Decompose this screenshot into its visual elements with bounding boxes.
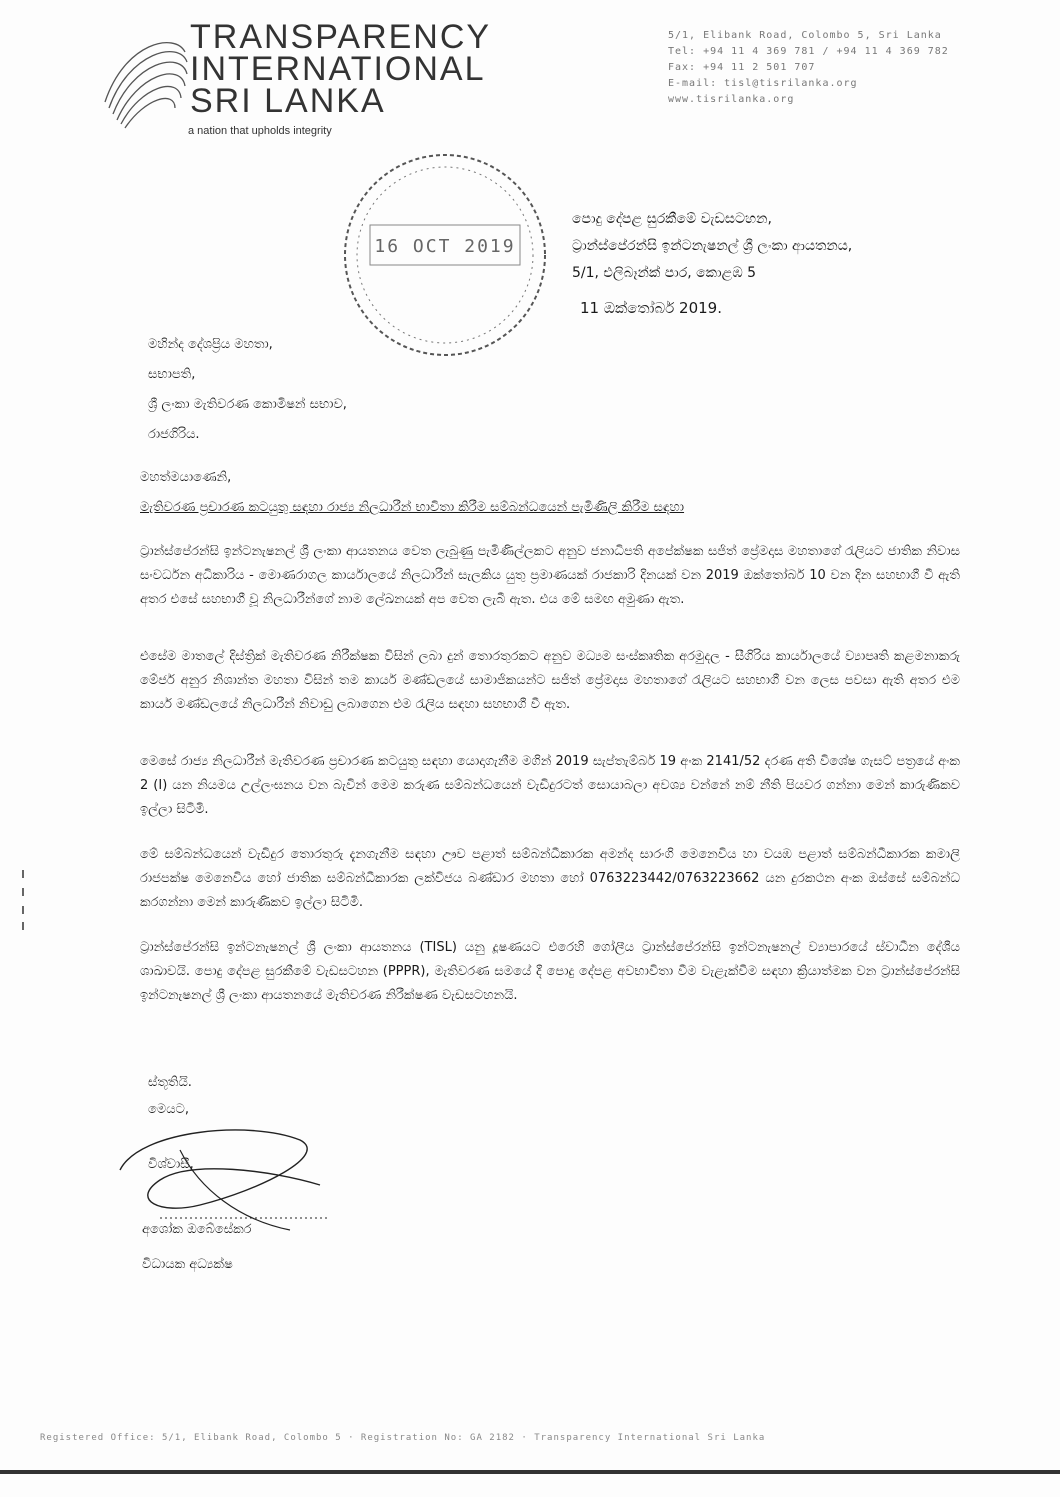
salutation: මහත්මයාණෙනි, (140, 470, 232, 485)
org-name-line-3: SRI LANKA (190, 82, 386, 120)
contact-fax: Fax: +94 11 2 501 707 (668, 62, 816, 73)
contact-address: 5/1, Elibank Road, Colombo 5, Sri Lanka (668, 30, 942, 41)
signatory-name: අශෝක ඔබේසේකර (142, 1222, 252, 1237)
letter-subject: මැතිවරණ ප්‍රචාරණ කටයුතු සඳහා රාජ්‍ය නිලධාරීන් භාවිතා කිරීම සම්බන්ධයෙන් පැමිණිලි කිරීම සඳහා (140, 500, 685, 515)
body-paragraph-4: මේ සම්බන්ධයෙන් වැඩිදුර තොරතුරු දැනගැනීම සඳහා ඌව පළාත් සම්බන්ධීකාරක අමන්ද සාරංගි මෙනෙවිය හා වයඹ පළාත් සම්බන්ධීකාරක කමාලි රාජපක්ෂ මෙනෙවිය හෝ ජාතික සම්බන්ධීකාරක ලක්විජය බණ්ඩාර මහතා හෝ 0763223442/0763223662 යන දුරකථන අංක ඔස්සේ සම්බන්ධ කරගන්නා මෙන් කාරුණිකව ඉල්ලා සිටිමි. (140, 847, 960, 910)
signatory-title: විධායක අධ්‍යක්ෂ (142, 1257, 233, 1272)
body-paragraph-5: ට්‍රාන්ස්පේරන්සි ඉන්ටනැෂනල් ශ්‍රී ලංකා ආයතනය (TISL) යනු දූෂණයට එරෙහි ගෝලීය ට්‍රාන්ස්පේරන්සි ඉන්ටනැෂනල් ව්‍යාපාරයේ ස්වාධීන දේශීය ශාඛාවයි. පොදු දේපළ සුරකීමේ වැඩසටහන (PPPR), මැතිවරණ සමයේ දී පොදු දේපළ අවභාවිතා වීම වැළැක්වීම සඳහා ක්‍රියාත්මක වන ට්‍රාන්ස්පේරන්සි ඉන්ටනැෂනල් ශ්‍රී ලංකා ආයතනයේ මැතිවරණ නිරීක්ෂණ වැඩසටහනයි. (140, 940, 960, 1003)
recipient-line-3: ශ්‍රී ලංකා මැතිවරණ කොමිෂන් සභාව, (148, 397, 347, 412)
body-paragraph-3: මෙසේ රාජ්‍ය නිලධාරීන් මැතිවරණ ප්‍රචාරණ කටයුතු සඳහා යොදාගැනීම මගින් 2019 සැප්තැම්බර් 19 අංක 2141/52 දරණ අති විශේෂ ගැසට් පත්‍රයේ අංක 2 (I) යන නියමය උල්ලංඝනය වන බැවින් මෙම කරුණ සම්බන්ධයෙන් වැඩිදුරටත් සොයාබලා අවශ්‍ය වන්නේ නම් නීති පියවර ගන්නා මෙන් කාරුණිකව ඉල්ලා සිටිමි. (140, 754, 960, 817)
body-paragraph-1: ට්‍රාන්ස්පේරන්සි ඉන්ටනැෂනල් ශ්‍රී ලංකා ආයතනය වෙත ලැබුණු පැමිණිල්ලකට අනුව ජනාධිපති අපේක්ෂක සජිත් ප්‍රේමදාස මහතාගේ රැලියට ජාතික නිවාස සංවර්ධන අධිකාරිය - මොණරාගල කාර්යාලයේ නිලධාරීන් සැලකිය යුතු ප්‍රමාණයක් රාජකාරි දිනයක් වන 2019 ඔක්තෝබර් 10 වන දින සහභාගී වී ඇති අතර එසේ සහභාගී වූ නිලධාරීන්ගේ නාම ලේඛනයක් අප වෙත ලැබී ඇත. එය මේ සමඟ අමුණා ඇත. (140, 544, 960, 607)
received-stamp-icon (330, 145, 560, 375)
closing-line: මෙයට, (148, 1102, 190, 1117)
sender-line-3: 5/1, එලිබෑන්ක් පාර, කොළඹ 5 (572, 265, 757, 281)
contact-website: www.tisrilanka.org (668, 94, 795, 105)
thanks-line: ස්තූතියි. (148, 1075, 192, 1090)
sender-line-1: පොදු දේපළ සුරකීමේ වැඩසටහන, (572, 211, 772, 227)
body-paragraph-2: එසේම මාතලේ දිස්ත්‍රික් මැතිවරණ නිරීක්ෂක විසින් ලබා දුන් තොරතුරකට අනුව මධ්‍යම සංස්කෘතික අරමුදල - සීගිරිය කාර්යාලයේ ව්‍යාපෘති කළමනාකරු මේජර් අනුර නිශාන්ත මහතා විසින් තම කාර්ය මණ්ඩලයේ සාමාජිකයන්ට සජිත් ප්‍රේමදාස මහතාගේ රැලියට සහභාගී වන ලෙස පවසා ඇති අතර එම කාර්ය මණ්ඩලයේ නිලධාරීන් නිවාඩු ලබාගෙන එම රැලිය සඳහා සහභාගී වී ඇත. (140, 649, 960, 712)
letter-date: 11 ඔක්තෝබර් 2019. (580, 299, 722, 317)
org-name-line-1: TRANSPARENCY (190, 18, 492, 56)
contact-email: E-mail: tisl@tisrilanka.org (668, 78, 858, 89)
stamp-date: 16 OCT 2019 (374, 236, 516, 257)
footer-text: Registered Office: 5/1, Elibank Road, Colombo 5 · Registration No: GA 2182 · Transparency International Sri Lanka (40, 1433, 766, 1443)
org-name-line-2: INTERNATIONAL (190, 50, 486, 88)
scan-margin-marks (18, 870, 28, 930)
sender-line-2: ට්‍රාන්ස්පේරන්සි ඉන්ටනැෂනල් ශ්‍රී ලංකා ආයතනය, (572, 238, 853, 254)
recipient-line-2: සභාපති, (148, 367, 196, 382)
recipient-line-4: රාජගිරිය. (148, 427, 200, 442)
scan-edge-line (0, 1470, 1060, 1474)
org-tagline: a nation that upholds integrity (188, 125, 332, 137)
signature-icon (100, 1110, 360, 1260)
contact-phone: Tel: +94 11 4 369 781 / +94 11 4 369 782 (668, 46, 949, 57)
sender-address (572, 206, 852, 287)
recipient-address (148, 330, 347, 450)
signed-line: විශ්වාසී, (148, 1157, 194, 1172)
contact-block (668, 28, 958, 108)
recipient-line-1: මහින්ද දේශප්‍රිය මහතා, (148, 337, 273, 352)
